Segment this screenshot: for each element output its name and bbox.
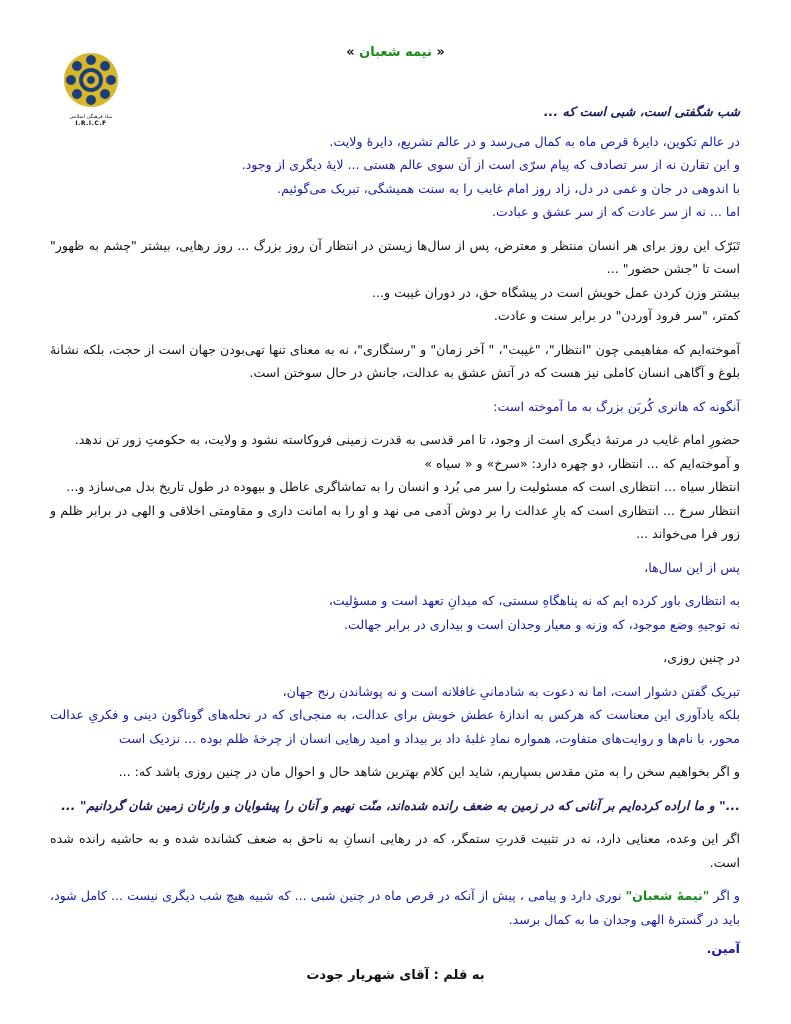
article-body	[50, 100, 740, 961]
paragraph: نه توجیهِ وضع موجود، که وزنه و معیار وجدان است و بیداری در برابر جهالت.	[344, 616, 740, 632]
logo-caption: بنیاد فرهنگی اسلامی I.R.I.C.F	[69, 114, 113, 127]
paragraph: و اگر "نیمهٔ شعبان" نوری دارد و پیامی ، پیش از آنکه در قرص ماه در چنین شبی ... که شبیه هیچ شب دیگری نیست ... کامل شود، باید در گسترهٔ الهی وجدان ما به کمال برسد.	[50, 888, 741, 927]
quranic-verse: ..." و ما اراده کرده‌ایم بر آنانی که در زمین به ضعف رانده شده‌اند، منّت نهیم و آنان را پیشوایان و وارثان زمین شان گردانیم" ...	[61, 797, 740, 813]
paragraph: بیشتر وزن کردن عمل خویش است در پیشگاه حق، در دوران غیبت و...	[372, 284, 740, 300]
intro-line: با اندوهی در جان و غمی در دل، زاد روز امام غایب را به سنت همیشگی، تبریک می‌گوئیم.	[277, 180, 740, 196]
paragraph: آموخته‌ایم که مفاهیمی چون "انتظار"، "غیبت"، " آخر زمان" و "رستگاری"، نه به معنای تنها تهی‌بودن جهان است از حجت، بلکه نشانهٔ بلوغ و آگاهی انسان کاملی نیز هست که در آتش عشق به عدالت، جانش در حال سوختن است.	[50, 341, 740, 380]
paragraph: آنگونه که هانری کُربَن بزرگ به ما آموخته است:	[493, 398, 740, 414]
paragraph: و اگر بخواهیم سخن را به متن مقدس بسپاریم، شاید این کلام بهترین شاهد حال و احوال مان در چنین روزی باشد که: ...	[118, 764, 740, 779]
paragraph: انتظار سیاه ... انتظاری است که مسئولیت را سر می بُرد و انسان را به تماشاگری عاطل و بیهوده در طول تاریخ بدل می‌سازد و...	[66, 479, 740, 494]
intro-line: اما ... نه از سر عادت که از سر عشق و عبادت.	[491, 204, 740, 219]
title-text: نیمه شعبان	[359, 45, 432, 60]
paragraph: کمتر، "سر فرود آوردن" در برابر سنت و عادت.	[493, 308, 740, 323]
intro-heading: شب شگفتی است، شبی است که ...	[543, 104, 740, 119]
closing-amen: آمین.	[706, 941, 740, 956]
intro-line: در عالم تکوین، دایرهٔ قرص ماه به کمال می‌رسد و در عالم تشریع، دایرهٔ ولایت.	[329, 133, 740, 149]
highlight-text: "نیمهٔ شعبان"	[625, 888, 710, 903]
paragraph: و آموخته‌ایم که ... انتظار، دو چهره دارد: «سرخ» و « سیاه »	[424, 455, 740, 471]
paragraph: تبریک گفتن دشوار است، اما نه دعوت به شادمانیِ غافلانه است و نه پوشاندن رنج جهان،	[282, 683, 740, 699]
paragraph: بلکه یادآوری این معناست که هرکس به اندازهٔ عطش خویش برای عدالت، به منجی‌ای که در نحله‌های گوناگون دینی و فکریِ عدالت محور، با نام‌ها و روایت‌های متفاوت، همواره نمادِ غلبهٔ داد بر بیداد و امید رهایی انسان از چرخهٔ ظلم بوده ... نزدیک است	[50, 707, 740, 746]
paragraph: اگر این وعده، معنایی دارد، نه در تثبیت قدرتِ ستمگر، که در رهایی انسانِ به ناحق به ضعف کشانده شده و به حاشیه رانده شده است.	[50, 831, 740, 870]
paragraph: پس از این سال‌ها،	[644, 559, 740, 575]
paragraph: تَبَرّک این روز برای هر انسان منتظر و معترض، پس از سال‌ها زیستن در انتظار آن روز بزرگ ... روز رهایی، بیشتر "چشم به ظهور" است تا "جشن حضور" ...	[50, 237, 740, 276]
paragraph: در چنین روزی،	[663, 650, 740, 665]
paragraph: حضورِ امام غایب در مرتبهٔ دیگری است از وجود، تا امر قدسی به قدرت زمینی فروکاسته نشود و ولایت، به حکومتِ زور تن ندهد.	[74, 432, 740, 447]
intro-line: و این تقارن نه از سر تصادف که پیام سرّی است از آن سوی عالم هستی ... لایهٔ دیگری از وجود.	[241, 157, 740, 172]
paragraph: به انتظاری باور کرده ایم که نه پناهگاهِ سستی، که میدانِ تعهد است و مسؤلیت،	[328, 593, 740, 608]
page-title: « نیمه شعبان »	[346, 45, 445, 60]
author-line: به قلم : آقای شهریار جودت	[306, 968, 485, 983]
paragraph: انتظار سرخ ... انتظاری است که بارِ عدالت را بر دوش آدمی می نهد و او را به امانت داری و مقاومتی اخلاقی و الهی در برابر ظلم و زور فرا می‌خواند ...	[50, 502, 740, 541]
